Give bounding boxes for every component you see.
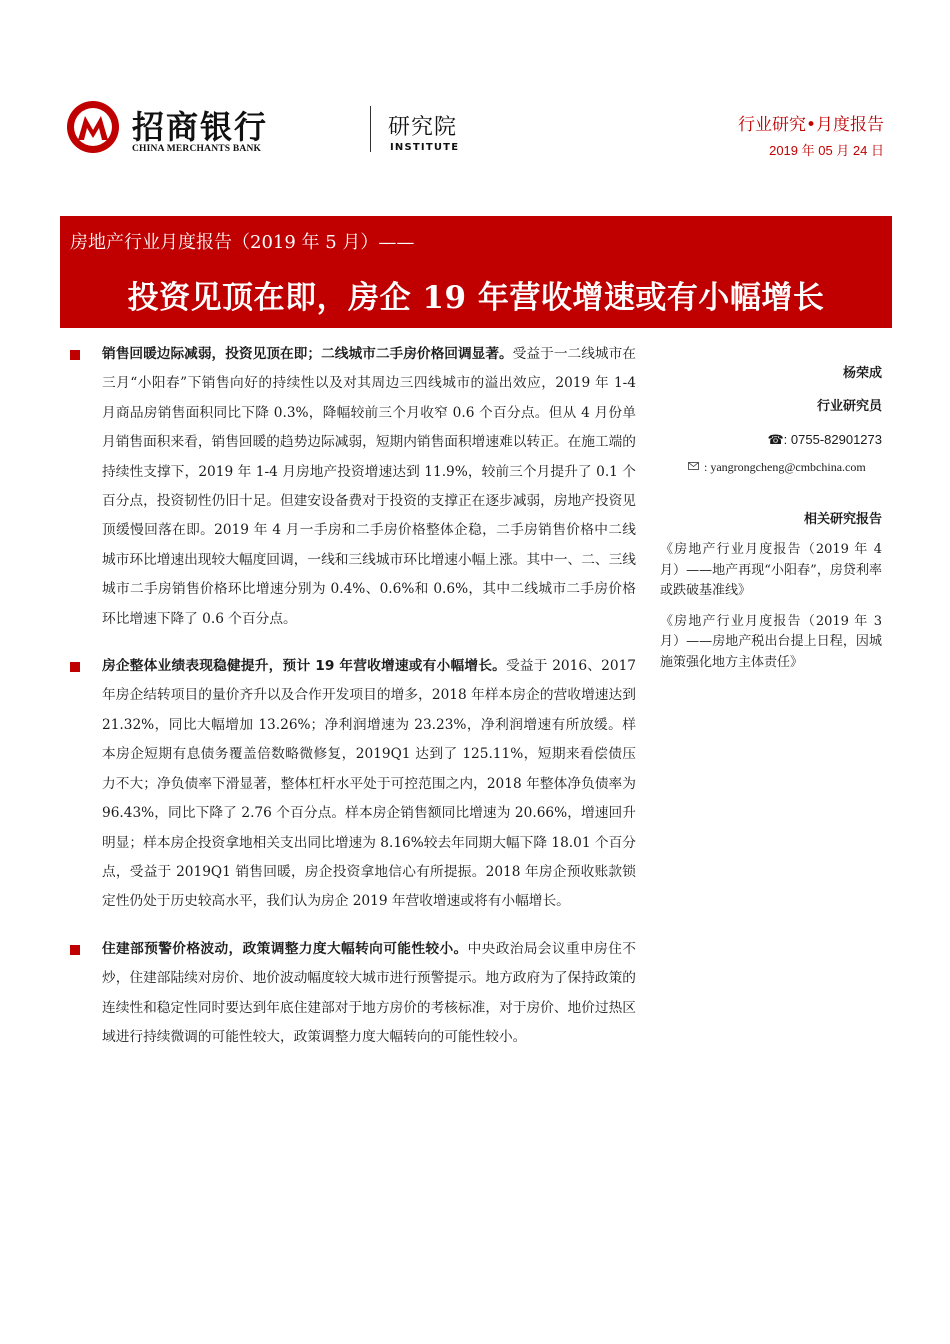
analyst-email: : yangrongcheng@cmbchina.com [660, 458, 892, 476]
logo-divider [370, 106, 371, 152]
title-banner [60, 216, 892, 328]
report-subtitle: 房地产行业月度报告（2019 年 5 月）—— [70, 232, 415, 253]
summary-paragraph [102, 935, 636, 1053]
report-date: 2019 年 05 月 24 日 [769, 143, 884, 158]
cmb-logo-icon [66, 100, 120, 154]
related-reports-heading: 相关研究报告 [803, 512, 882, 527]
related-report-item[interactable]: 《房地产行业月度报告（2019 年 4 月）——地产再现“小阳春”，房贷利率或跌破基准线》 [660, 542, 882, 598]
bullet-square-icon [70, 350, 80, 360]
bank-name-en: CHINA MERCHANTS BANK [132, 144, 262, 154]
sidebar [660, 364, 882, 683]
section-lead: 房企整体业绩表现稳健提升，预计 19 年营收增速或有小幅增长。 [102, 658, 506, 675]
institute-name-cn: 研究院 [388, 115, 458, 140]
summary-section [70, 340, 636, 634]
section-body: 受益于一二线城市在三月“小阳春”下销售向好的持续性以及对其周边三四线城市的溢出效应，2019 年 1-4 月商品房销售面积同比下降 0.3%，降幅较前三个月收窄 0.6 个百分点。但从 4 月份单月销售面积来看，销售回暖的趋势边际减弱，短期内销售面积增速难以转正。在施工端的持续性支撑下，2019 年 1-4 月房地产投资增速达到 11.9%，较前三个月提升了 0.1 个百分点，投资韧性仍旧十足。但建安设备费对于投资的支撑正在逐步减弱，房地产投资见顶缓慢回落在即。2019 年 4 月一手房和二手房价格整体企稳，二手房销售价格中二线城市环比增速出现较大幅度回调，一线和三线城市环比增速小幅上涨。其中一、二、三线城市二手房销售价格环比增速分别为 0.4%、0.6%和 0.6%，其中二线城市二手房价格环比增速下降了 0.6 个百分点。 [102, 346, 636, 627]
email-address[interactable]: yangrongcheng@cmbchina.com [710, 460, 866, 474]
section-body: 中央政治局会议重申房住不炒，住建部陆续对房价、地价波动幅度较大城市进行预警提示。地方政府为了保持政策的连续性和稳定性同时要达到年底住建部对于地方房价的考核标准，对于房价、地价过热区域进行持续微调的可能性较大，政策调整力度大幅转向的可能性较小。 [102, 940, 636, 1045]
report-title: 投资见顶在即，房企 19 年营收增速或有小幅增长 [127, 280, 825, 316]
summary-paragraph [102, 652, 636, 917]
summary-section [70, 652, 636, 917]
section-lead: 住建部预警价格波动，政策调整力度大幅转向可能性较小。 [102, 940, 468, 957]
report-type: 行业研究•月度报告 [737, 115, 884, 135]
analyst-name: 杨荣成 [842, 366, 882, 381]
analyst-role: 行业研究员 [816, 399, 882, 414]
mail-icon [688, 462, 699, 470]
related-report-item[interactable]: 《房地产行业月度报告（2019 年 3 月）——房地产税出台提上日程，因城施策强化地方主体责任》 [660, 613, 882, 670]
section-lead: 销售回暖边际减弱，投资见顶在即；二线城市二手房价格回调显著。 [102, 346, 513, 362]
institute-name-en: INSTITUTE [390, 142, 460, 153]
phone-number: 0755-82901273 [790, 432, 882, 447]
main-content [70, 340, 636, 1070]
related-reports-list [660, 540, 882, 673]
analyst-phone: ☎: 0755-82901273 [767, 432, 882, 447]
bullet-square-icon [70, 945, 80, 955]
section-body: 受益于 2016、2017 年房企结转项目的量价齐升以及合作开发项目的增多，2018 年样本房企的营收增速达到 21.32%，同比大幅增加 13.26%；净利润增速为 23.23%，净利润增速有所放缓。样本房企短期有息债务覆盖倍数略微修复，2019Q1 达到了 125.11%，短期来看偿债压力不大；净负债率下滑显著，整体杠杆水平处于可控范围之内，2018 年整体净负债率为 96.43%，同比下降了 2.76 个百分点。样本房企销售额同比增速为 20.66%，增速回升明显；样本房企投资拿地相关支出同比增速为 8.16%较去年同期大幅下降 18.01 个百分点，受益于 2019Q1 销售回暖，房企投资拿地信心有所提振。2018 年房企预收账款锁定性仍处于历史较高水平，我们认为房企 2019 年营收增速或将有小幅增长。 [102, 658, 636, 910]
summary-section [70, 935, 636, 1053]
bank-name-cn: 招商银行 [132, 108, 269, 146]
phone-icon: ☎ [767, 432, 784, 447]
bullet-square-icon [70, 662, 80, 672]
summary-paragraph [102, 340, 636, 634]
